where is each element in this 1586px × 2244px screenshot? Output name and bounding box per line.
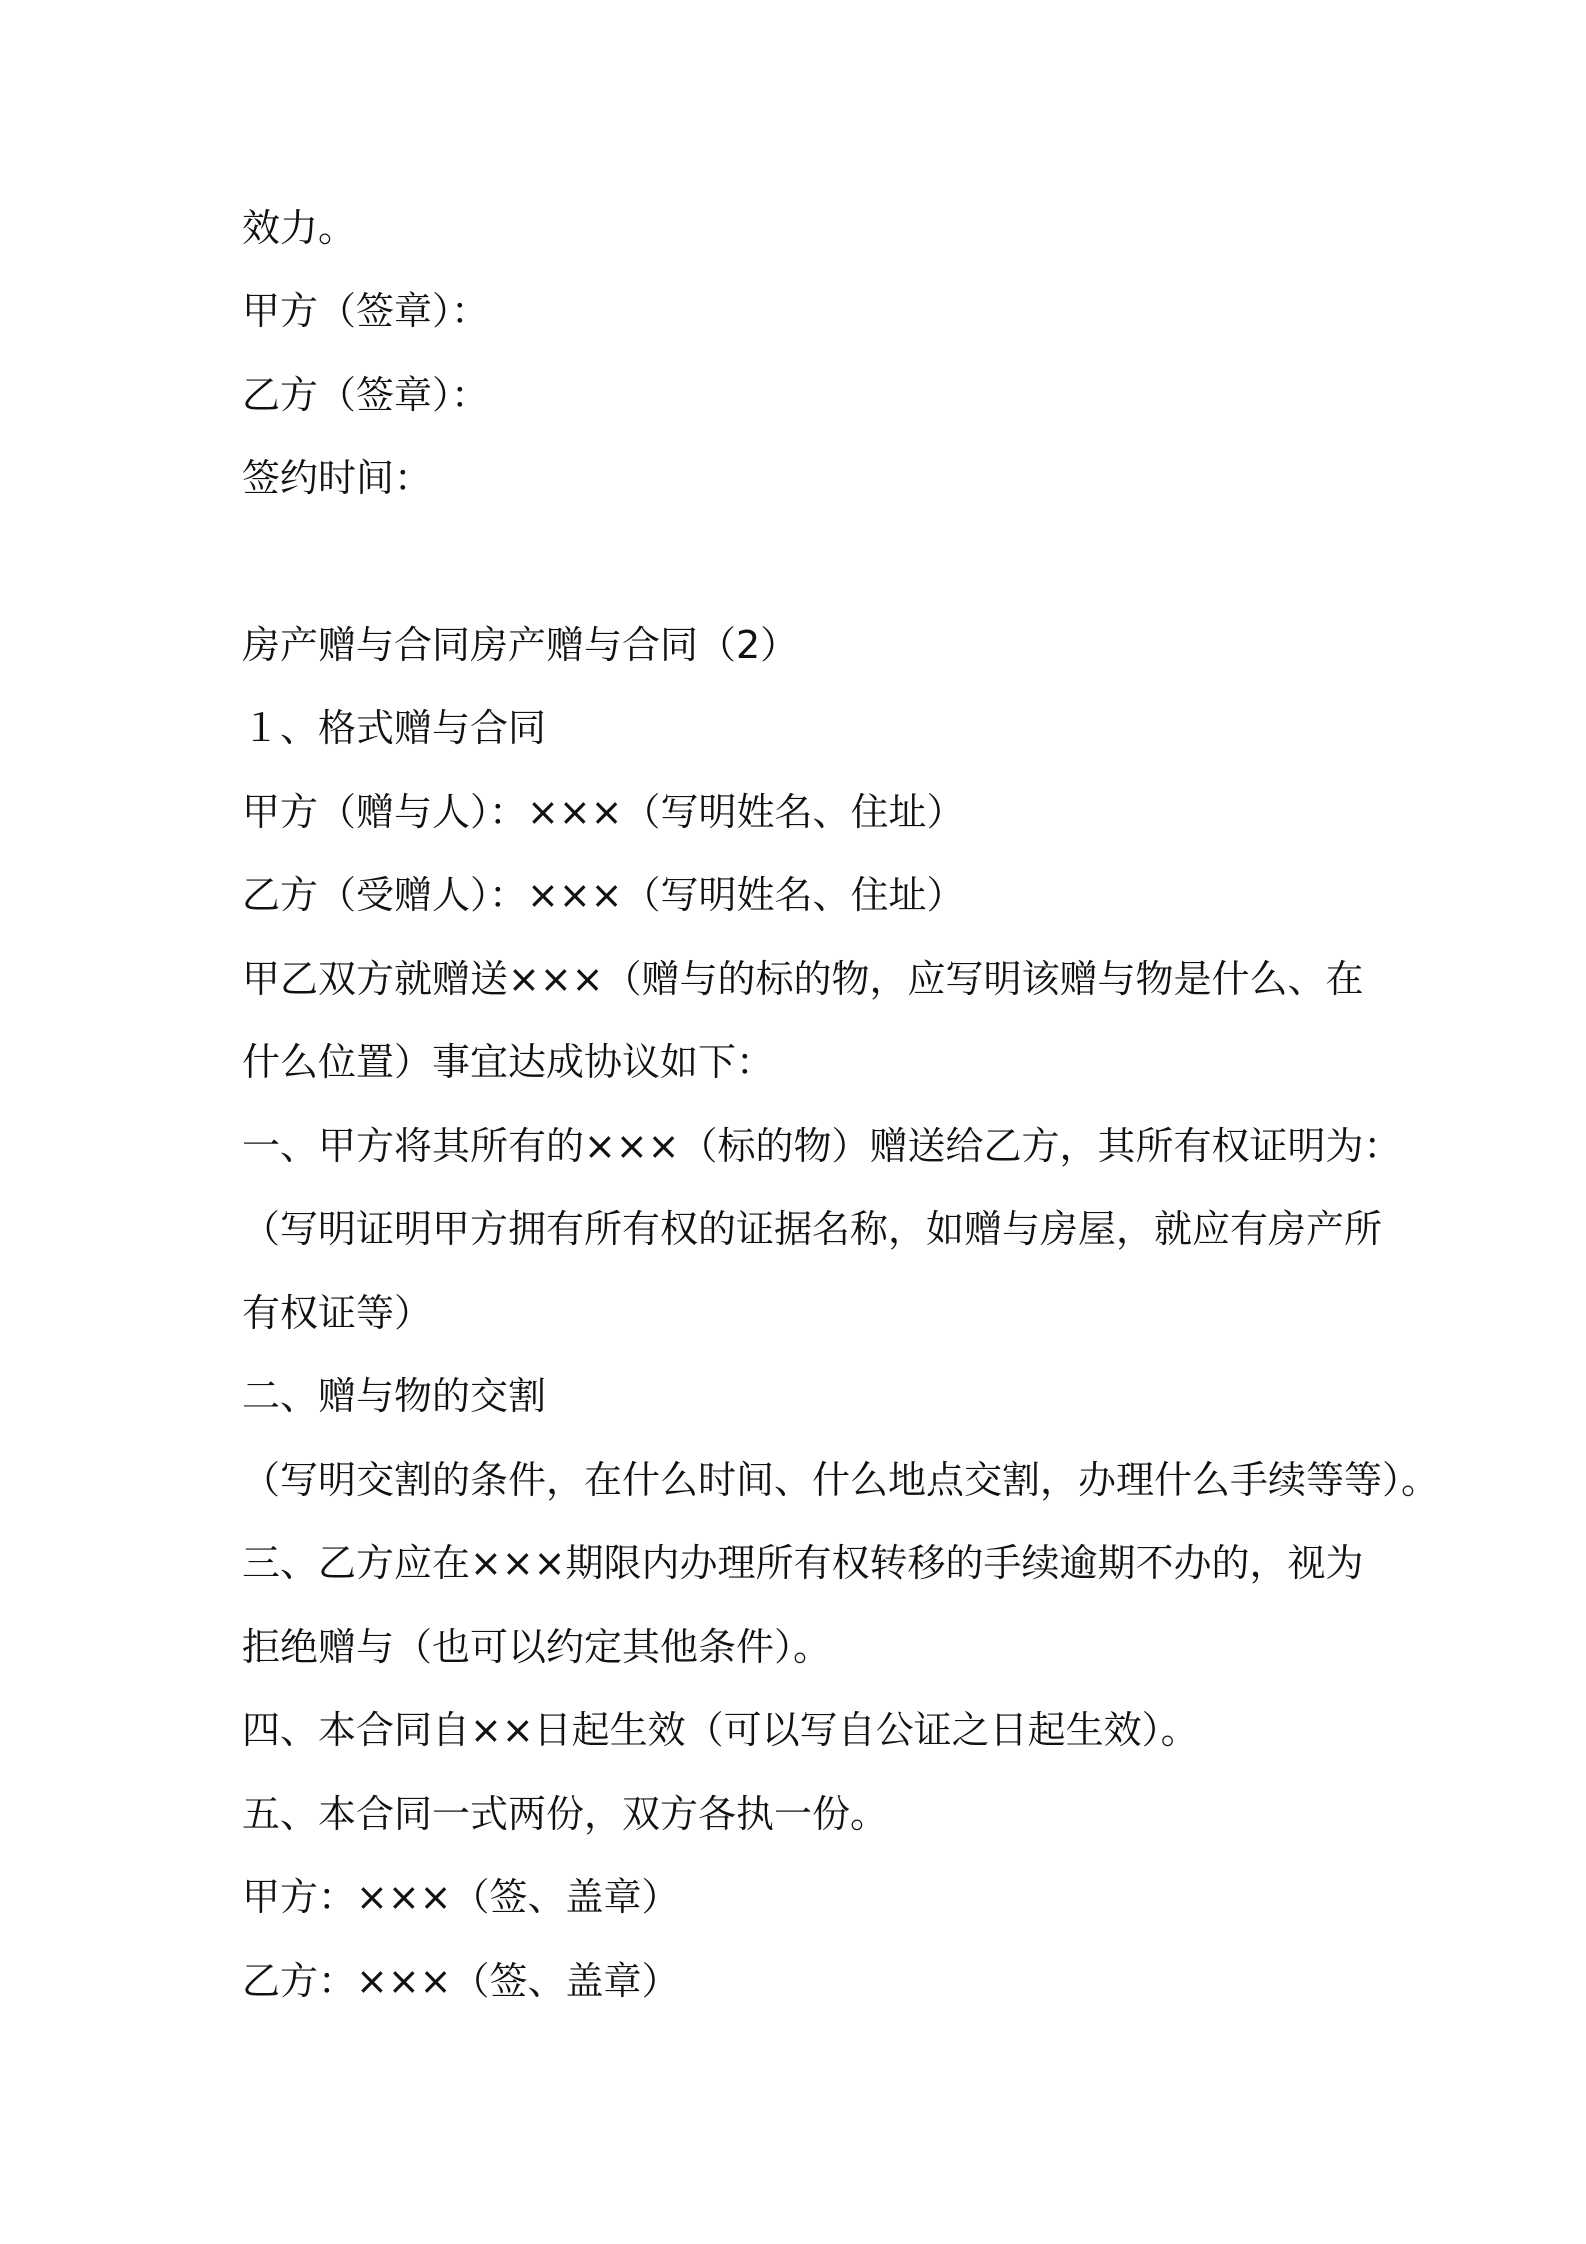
text-line-clause-3-cont: 拒绝赠与（也可以约定其他条件）。: [242, 1625, 832, 1669]
text-line-agreement-2: 什么位置）事宜达成协议如下：: [242, 1040, 775, 1084]
text-line-clause-2-note: （写明交割的条件，在什么时间、什么地点交割，办理什么手续等等）。: [242, 1458, 1440, 1502]
section-title: 房产赠与合同房产赠与合同（2）: [242, 623, 799, 667]
text-line-agreement-1: 甲乙双方就赠送×××（赠与的标的物，应写明该赠与物是什么、在: [242, 957, 1364, 1001]
text-line-party-a-signature: 甲方（签章）：: [242, 289, 490, 333]
text-line-clause-1-note-1: （写明证明甲方拥有所有权的证据名称，如赠与房屋，就应有房产所: [242, 1207, 1383, 1251]
text-line-clause-2: 二、赠与物的交割: [242, 1374, 547, 1418]
text-line-clause-1: 一、甲方将其所有的×××（标的物）赠送给乙方，其所有权证明为：: [242, 1124, 1402, 1168]
subsection-title: １、格式赠与合同: [242, 706, 547, 750]
text-line-effect: 效力。: [242, 206, 357, 250]
text-line-clause-3: 三、乙方应在×××期限内办理所有权转移的手续逾期不办的，视为: [242, 1541, 1364, 1585]
text-line-donee: 乙方（受赠人）：×××（写明姓名、住址）: [242, 873, 965, 917]
text-line-clause-4: 四、本合同自××日起生效（可以写自公证之日起生效）。: [242, 1708, 1199, 1752]
text-line-clause-5: 五、本合同一式两份，双方各执一份。: [242, 1792, 889, 1836]
text-line-donor: 甲方（赠与人）：×××（写明姓名、住址）: [242, 790, 965, 834]
text-line-clause-1-note-2: 有权证等）: [242, 1291, 433, 1335]
text-line-signing-time: 签约时间：: [242, 456, 433, 500]
text-line-party-a-sign: 甲方：×××（签、盖章）: [242, 1875, 680, 1919]
text-line-party-b-sign: 乙方：×××（签、盖章）: [242, 1959, 680, 2003]
text-line-party-b-signature: 乙方（签章）：: [242, 373, 490, 417]
